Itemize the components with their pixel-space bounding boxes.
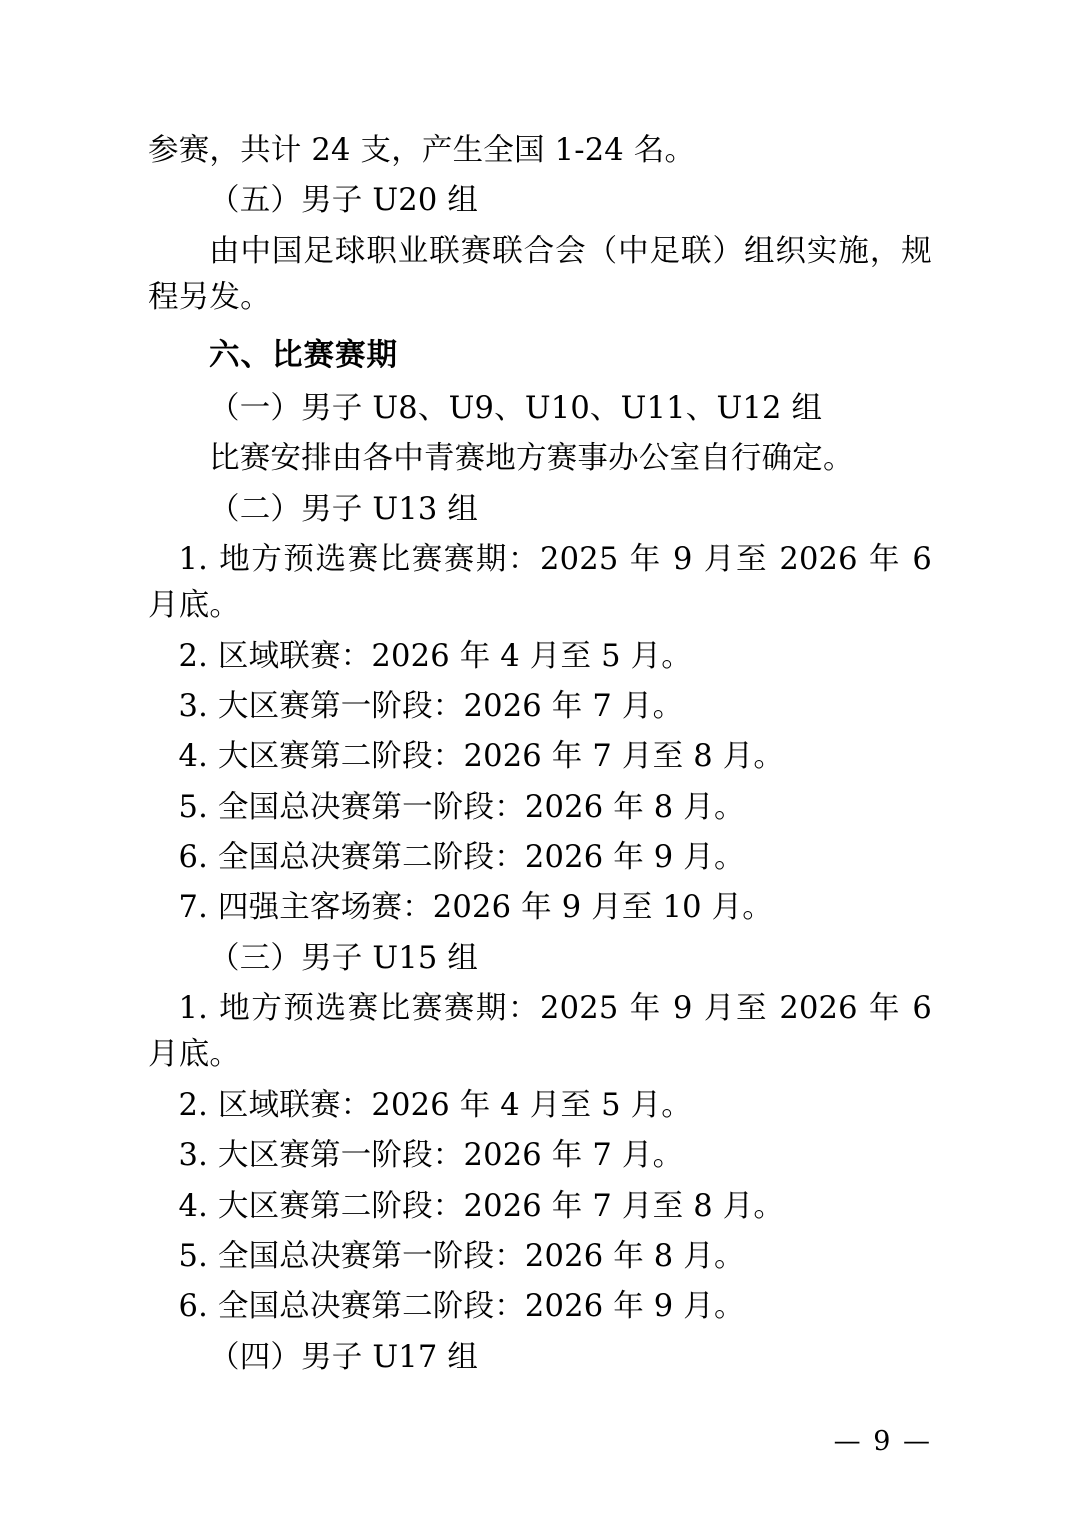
section-heading-u13: （二）男子 U13 组 xyxy=(209,491,479,527)
list-item-u15-1: 1. 地方预选赛比赛赛期：2025 年 9 月至 2026 年 6 月底。 xyxy=(148,991,942,1073)
list-item-u13-7: 7. 四强主客场赛：2026 年 9 月至 10 月。 xyxy=(178,890,774,926)
section-heading-u15: （三）男子 U15 组 xyxy=(209,940,479,976)
list-item-u15-2: 2. 区域联赛：2026 年 4 月至 5 月。 xyxy=(178,1087,692,1123)
section-heading-u8-u12: （一）男子 U8、U9、U10、U11、U12 组 xyxy=(209,390,823,426)
list-item-u15-3: 3. 大区赛第一阶段：2026 年 7 月。 xyxy=(178,1138,684,1174)
list-item-u15-6: 6. 全国总决赛第二阶段：2026 年 9 月。 xyxy=(178,1289,745,1325)
list-item-u13-1: 1. 地方预选赛比赛赛期：2025 年 9 月至 2026 年 6 月底。 xyxy=(148,541,942,624)
paragraph-u8-u12-schedule: 比赛安排由各中青赛地方赛事办公室自行确定。 xyxy=(209,441,854,477)
page-number: — 9 — xyxy=(833,1426,932,1457)
section-heading-u17: （四）男子 U17 组 xyxy=(209,1339,479,1375)
document-body xyxy=(148,128,942,1381)
list-item-u13-5: 5. 全国总决赛第一阶段：2026 年 8 月。 xyxy=(178,789,745,825)
list-item-u13-4: 4. 大区赛第二阶段：2026 年 7 月至 8 月。 xyxy=(178,739,785,775)
paragraph-continuation: 参赛，共计 24 支，产生全国 1-24 名。 xyxy=(148,133,696,168)
list-item-u13-6: 6. 全国总决赛第二阶段：2026 年 9 月。 xyxy=(178,840,745,876)
list-item-u15-5: 5. 全国总决赛第一阶段：2026 年 8 月。 xyxy=(178,1238,745,1274)
list-item-u13-2: 2. 区域联赛：2026 年 4 月至 5 月。 xyxy=(178,638,692,674)
paragraph-u20-organizer: 由中国足球职业联赛联合会（中足联）组织实施，规程另发。 xyxy=(148,233,932,316)
list-item-u13-3: 3. 大区赛第一阶段：2026 年 7 月。 xyxy=(178,688,684,724)
section-heading-schedule: 六、比赛赛期 xyxy=(209,338,398,374)
section-heading-u20: （五）男子 U20 组 xyxy=(209,183,479,219)
list-item-u15-4: 4. 大区赛第二阶段：2026 年 7 月至 8 月。 xyxy=(178,1188,785,1224)
